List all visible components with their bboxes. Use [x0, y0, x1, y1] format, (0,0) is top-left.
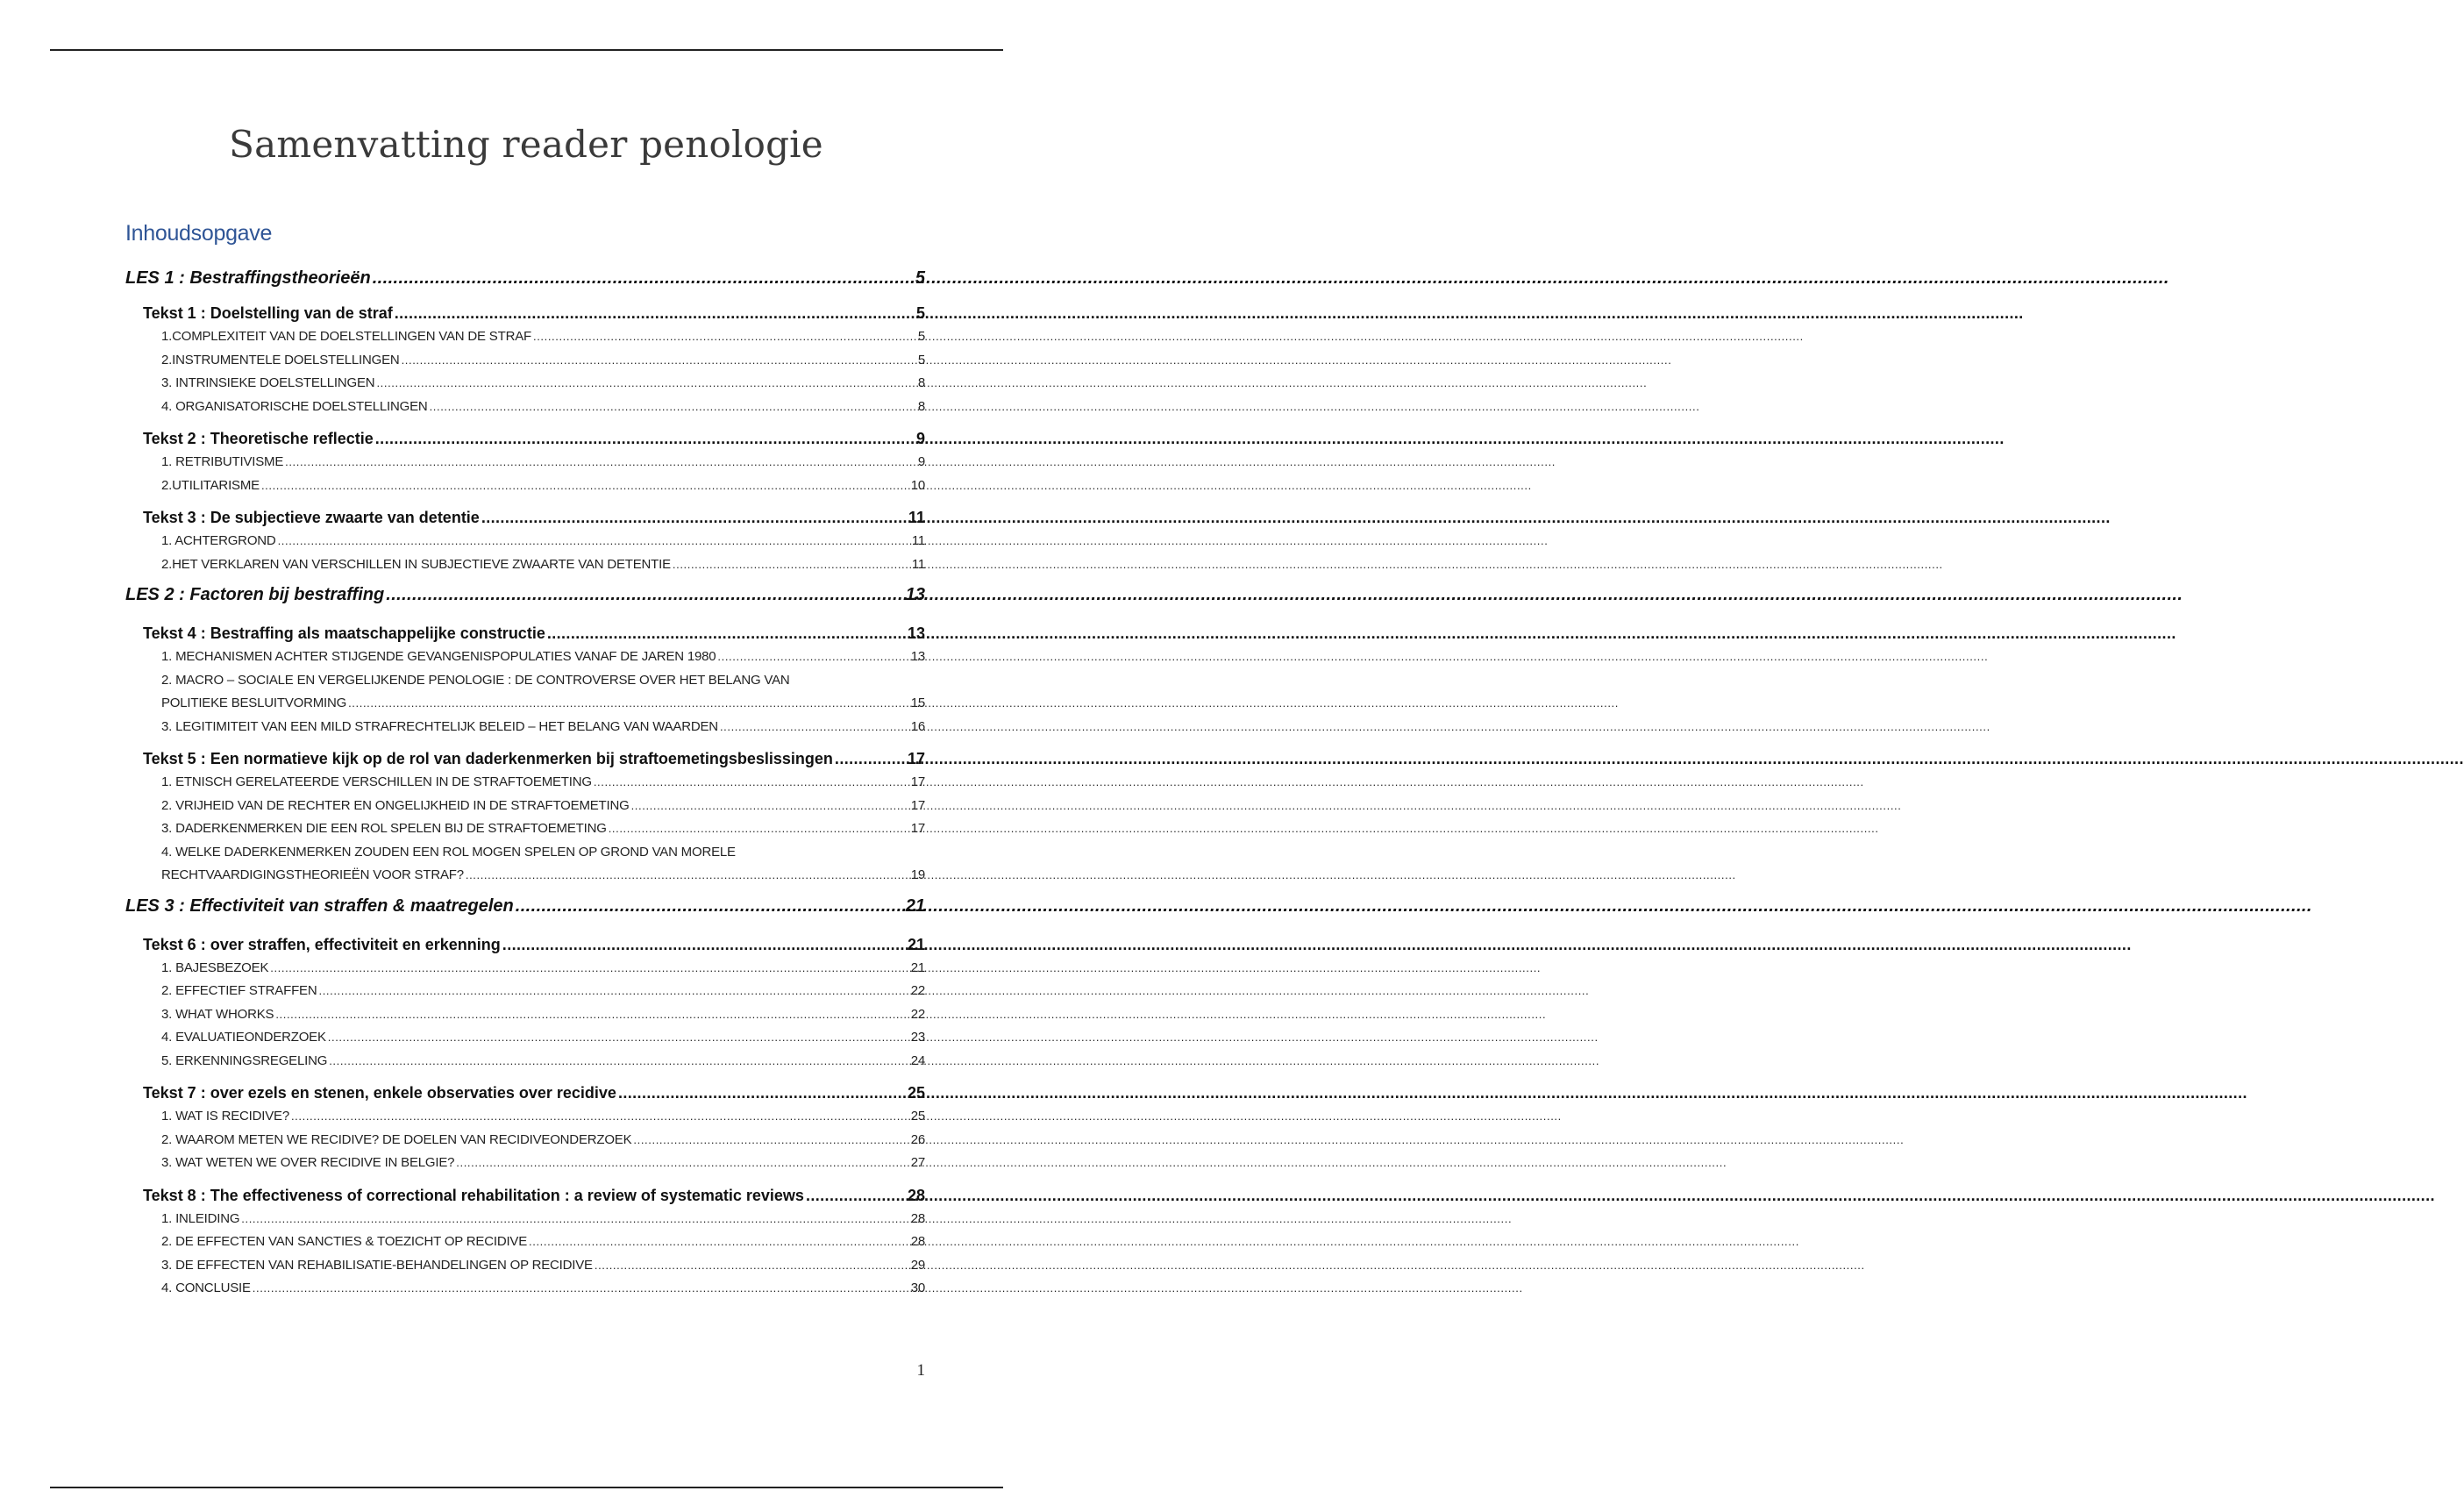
toc-page-number: 21	[905, 895, 925, 916]
toc-page-number: 11	[911, 533, 925, 548]
toc-entry-label: 3. WAT WETEN WE OVER RECIDIVE IN BELGIE?	[161, 1155, 455, 1170]
toc-entry-label: Tekst 6 : over straffen, effectiviteit en erkenning	[143, 935, 501, 953]
dot-leader	[278, 530, 910, 553]
toc-heading: Inhoudsopgave	[125, 221, 273, 246]
toc-page-number: 28	[910, 1210, 925, 1226]
toc-page-number: 25	[910, 1109, 925, 1124]
dot-leader	[386, 576, 904, 613]
toc-page-number: 29	[910, 1257, 925, 1273]
dot-leader	[631, 795, 909, 818]
page-number: 1	[916, 1361, 925, 1380]
toc-entry-label: 3. DE EFFECTEN VAN REHABILISATIE-BEHANDELINGEN OP RECIDIVE	[161, 1257, 593, 1273]
toc-subsection[interactable]	[125, 957, 925, 981]
toc-subsection[interactable]	[125, 795, 925, 818]
toc-subsection[interactable]	[125, 1277, 925, 1301]
toc-section-tekst5[interactable]	[125, 746, 925, 771]
toc-entry-label: 2. DE EFFECTEN VAN SANCTIES & TOEZICHT OP RECIDIVE	[161, 1234, 528, 1249]
toc-page-number: 15	[910, 696, 925, 710]
toc-page-number: 5	[915, 268, 925, 288]
dot-leader	[717, 646, 908, 669]
dot-leader	[375, 426, 915, 451]
dot-leader	[261, 474, 909, 498]
toc-page-number: 22	[910, 983, 925, 998]
toc-entry-label: 4. EVALUATIEONDERZOEK	[161, 1030, 326, 1045]
dot-leader	[502, 932, 906, 957]
toc-page-number: 23	[910, 1030, 925, 1045]
toc-entry-label: 5. ERKENNINGSREGELING	[161, 1052, 328, 1068]
dot-leader	[673, 553, 910, 577]
toc-entry-label: Tekst 8 : The effectiveness of correctional rehabilitation : a review of systematic reviews	[143, 1186, 804, 1204]
toc-entry-label: RECHTVAARDIGINGSTHEORIEËN VOOR STRAF?	[161, 867, 464, 882]
toc-subsection[interactable]	[125, 646, 925, 669]
dot-leader	[318, 980, 908, 1003]
toc-entry-label: 4. ORGANISATORISCHE DOELSTELLINGEN	[161, 398, 428, 414]
dot-leader	[594, 771, 909, 795]
toc-entry-label: 1. WAT IS RECIDIVE?	[161, 1109, 289, 1124]
toc-subsection[interactable]	[125, 451, 925, 474]
toc-entry-label: 3. WHAT WHORKS	[161, 1006, 274, 1022]
toc-entry-label: LES 2 : Factoren bij bestraffing	[125, 585, 385, 604]
toc-page-number: 5	[917, 352, 925, 367]
toc-page-number: 17	[910, 797, 925, 813]
toc-subsection[interactable]	[125, 1231, 925, 1254]
toc-entry-label: 4. CONCLUSIE	[161, 1281, 251, 1295]
toc-page-number: 27	[910, 1155, 925, 1170]
toc-subsection[interactable]	[125, 325, 925, 349]
toc-entry-label: 4. WELKE DADERKENMERKEN ZOUDEN EEN ROL MOGEN SPELEN OP GROND VAN MORELE	[161, 844, 736, 860]
dot-leader	[466, 864, 909, 888]
toc-section-tekst6[interactable]	[125, 932, 925, 957]
toc-entry-label: 3. INTRINSIEKE DOELSTELLINGEN	[161, 375, 375, 390]
toc-entry-label: Tekst 7 : over ezels en stenen, enkele observaties over recidive	[143, 1084, 616, 1102]
toc-subsection[interactable]	[125, 716, 925, 739]
toc-subsection-line2[interactable]	[125, 864, 925, 888]
toc-page-number: 11	[911, 556, 925, 572]
toc-page-number: 13	[905, 585, 925, 604]
dot-leader	[533, 325, 916, 349]
top-rule	[50, 49, 1003, 51]
dot-leader	[241, 1208, 908, 1231]
toc-page-number: 10	[910, 477, 925, 493]
toc-page-number: 21	[910, 960, 925, 975]
dot-leader	[395, 301, 915, 325]
toc-section-tekst7[interactable]	[125, 1081, 925, 1105]
toc-subsection[interactable]	[125, 530, 925, 553]
document-title: Samenvatting reader penologie	[229, 123, 823, 166]
toc-subsection[interactable]	[125, 396, 925, 419]
toc-entry-label: 2. WAAROM METEN WE RECIDIVE? DE DOELEN VAN RECIDIVEONDERZOEK	[161, 1131, 632, 1147]
toc-entry-label: Tekst 2 : Theoretische reflectie	[143, 430, 374, 447]
toc-page-number: 19	[910, 867, 925, 882]
dot-leader	[291, 1105, 909, 1129]
toc-subsection[interactable]	[125, 1026, 925, 1050]
toc-page-number: 26	[910, 1131, 925, 1147]
toc-subsection[interactable]	[125, 474, 925, 498]
toc-page-number: 21	[907, 935, 925, 953]
toc-subsection[interactable]	[125, 1254, 925, 1278]
toc-entry-label: 2. VRIJHEID VAN DE RECHTER EN ONGELIJKHEID IN DE STRAFTOEMETING	[161, 797, 630, 813]
dot-leader	[481, 505, 907, 530]
toc-subsection[interactable]	[125, 553, 925, 577]
toc-page-number: 5	[917, 329, 925, 344]
toc-subsection[interactable]	[125, 771, 925, 795]
toc-subsection-line2[interactable]	[125, 692, 925, 716]
toc-entry-label: 1. ETNISCH GERELATEERDE VERSCHILLEN IN DE STRAFTOEMETING	[161, 774, 592, 789]
toc-entry-label: 1. BAJESBEZOEK	[161, 960, 269, 975]
dot-leader	[275, 1003, 908, 1027]
toc-page-number: 17	[907, 750, 925, 767]
toc-entry-label: 2. MACRO – SOCIALE EN VERGELIJKENDE PENOLOGIE : DE CONTROVERSE OVER HET BELANG VAN	[161, 672, 790, 688]
toc-subsection[interactable]	[125, 1152, 925, 1175]
dot-leader	[609, 817, 909, 841]
toc-subsection[interactable]	[125, 817, 925, 841]
dot-leader	[376, 372, 915, 396]
toc-page-number: 11	[908, 509, 925, 526]
toc-subsection-line1[interactable]	[125, 669, 925, 693]
toc-entry-label: 2. EFFECTIEF STRAFFEN	[161, 983, 317, 998]
toc-page-number: 17	[910, 774, 925, 789]
dot-leader	[270, 957, 908, 981]
toc-chapter-les1[interactable]	[125, 263, 925, 293]
toc-subsection[interactable]	[125, 1050, 925, 1074]
toc-subsection[interactable]	[125, 372, 925, 396]
toc-chapter-les2[interactable]	[125, 576, 925, 613]
toc-entry-label: Tekst 3 : De subjectieve zwaarte van detentie	[143, 509, 480, 526]
toc-entry-label: LES 3 : Effectiviteit van straffen & maatregelen	[125, 895, 514, 916]
toc-page-number: 13	[907, 624, 925, 642]
toc-entry-label: 1. MECHANISMEN ACHTER STIJGENDE GEVANGENISPOPULATIES VANAF DE JAREN 1980	[161, 649, 716, 664]
bottom-rule	[50, 1487, 1003, 1488]
toc-subsection[interactable]	[125, 1129, 925, 1152]
dot-leader	[285, 451, 916, 474]
toc-subsection[interactable]	[125, 1105, 925, 1129]
toc-page-number: 28	[907, 1186, 925, 1204]
toc-section-tekst2[interactable]	[125, 426, 925, 451]
toc-subsection[interactable]	[125, 1208, 925, 1231]
dot-leader	[430, 396, 916, 419]
toc-entry-label: LES 1 : Bestraffingstheorieën	[125, 268, 371, 288]
toc-entry-label: Tekst 1 : Doelstelling van de straf	[143, 304, 393, 322]
toc-entry-label: Tekst 4 : Bestraffing als maatschappelijke constructie	[143, 624, 545, 642]
dot-leader	[547, 621, 906, 646]
toc-entry-label: Tekst 5 : Een normatieve kijk op de rol van daderkenmerken bij straftoemetingsbeslissingen	[143, 750, 833, 767]
dot-leader	[516, 888, 904, 924]
toc-page-number: 5	[915, 304, 925, 322]
toc-page-number: 8	[917, 398, 925, 414]
toc-page-number: 9	[915, 430, 925, 447]
toc-page-number: 16	[910, 718, 925, 734]
toc-subsection-line1[interactable]	[125, 841, 925, 865]
dot-leader	[402, 349, 916, 373]
toc-page-number: 30	[910, 1281, 925, 1295]
toc-page-number: 17	[910, 821, 925, 836]
dot-leader	[253, 1277, 909, 1301]
table-of-contents	[125, 263, 925, 1301]
toc-page-number: 13	[910, 649, 925, 664]
toc-entry-label: 1.COMPLEXITEIT VAN DE DOELSTELLINGEN VAN DE STRAF	[161, 329, 531, 344]
toc-entry-label: 1. INLEIDING	[161, 1210, 240, 1226]
toc-page-number: 8	[917, 375, 925, 390]
toc-section-tekst8[interactable]	[125, 1183, 925, 1208]
toc-entry-label: 2.INSTRUMENTELE DOELSTELLINGEN	[161, 352, 400, 367]
toc-entry-label: 1. RETRIBUTIVISME	[161, 454, 284, 469]
toc-subsection[interactable]	[125, 980, 925, 1003]
dot-leader	[328, 1026, 909, 1050]
toc-page-number: 28	[910, 1234, 925, 1249]
toc-chapter-les3[interactable]	[125, 888, 925, 924]
toc-page-number: 25	[907, 1084, 925, 1102]
toc-section-tekst1[interactable]	[125, 301, 925, 325]
dot-leader	[456, 1152, 908, 1175]
toc-entry-label: 3. LEGITIMITEIT VAN EEN MILD STRAFRECHTELIJK BELEID – HET BELANG VAN WAARDEN	[161, 718, 718, 734]
dot-leader	[373, 263, 914, 293]
toc-page-number: 9	[917, 454, 925, 469]
dot-leader	[348, 692, 909, 716]
toc-subsection[interactable]	[125, 1003, 925, 1027]
dot-leader	[618, 1081, 906, 1105]
toc-page-number: 24	[910, 1052, 925, 1068]
toc-section-tekst4[interactable]	[125, 621, 925, 646]
dot-leader	[835, 746, 906, 771]
toc-entry-label: POLITIEKE BESLUITVORMING	[161, 696, 347, 710]
dot-leader	[529, 1231, 909, 1254]
toc-subsection[interactable]	[125, 349, 925, 373]
toc-entry-label: 1. ACHTERGROND	[161, 533, 276, 548]
dot-leader	[595, 1254, 909, 1278]
dot-leader	[806, 1183, 906, 1208]
toc-entry-label: 2.HET VERKLAREN VAN VERSCHILLEN IN SUBJECTIEVE ZWAARTE VAN DETENTIE	[161, 556, 671, 572]
toc-page-number: 22	[910, 1006, 925, 1022]
toc-entry-label: 2.UTILITARISME	[161, 477, 260, 493]
dot-leader	[720, 716, 909, 739]
dot-leader	[633, 1129, 908, 1152]
dot-leader	[329, 1050, 909, 1074]
toc-entry-label: 3. DADERKENMERKEN DIE EEN ROL SPELEN BIJ DE STRAFTOEMETING	[161, 821, 607, 836]
toc-section-tekst3[interactable]	[125, 505, 925, 530]
